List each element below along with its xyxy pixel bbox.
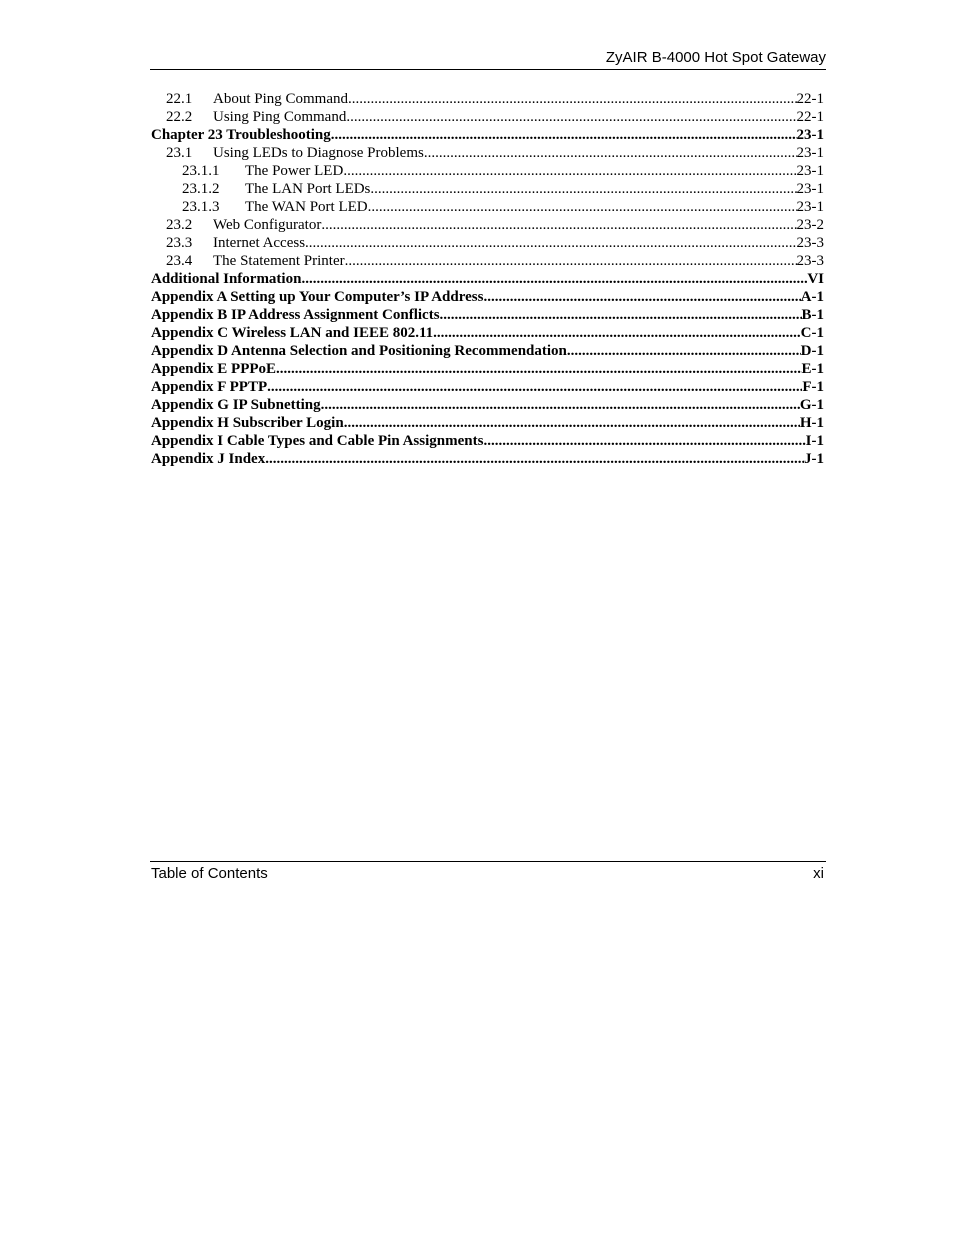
toc-dot-leader <box>276 361 801 378</box>
toc-dot-leader <box>440 307 802 324</box>
toc-entry-title: Appendix G IP Subnetting <box>151 397 321 413</box>
toc-entry-title: Appendix H Subscriber Login <box>151 415 344 431</box>
toc-dot-leader <box>305 235 796 252</box>
toc-entry-title: Chapter 23 Troubleshooting <box>151 127 331 143</box>
toc-entry-number: 23.1.1 <box>182 163 220 179</box>
toc-entry[interactable] <box>151 432 824 450</box>
toc-entry-page: 23-2 <box>796 217 824 233</box>
toc-entry-title: About Ping Command <box>213 91 349 107</box>
toc-dot-leader <box>267 379 802 396</box>
page-footer <box>150 861 826 884</box>
toc-dot-leader <box>301 271 807 288</box>
toc-dot-leader <box>321 217 796 234</box>
toc-entry-page: 23-1 <box>796 163 824 179</box>
toc-entry-page: B-1 <box>801 307 824 323</box>
toc-entry[interactable] <box>151 450 824 468</box>
toc-entry[interactable] <box>151 198 824 216</box>
toc-dot-leader <box>370 181 796 198</box>
toc-dot-leader <box>265 451 804 468</box>
toc-entry-page: A-1 <box>800 289 824 305</box>
toc-entry[interactable] <box>151 180 824 198</box>
toc-entry-number: 22.2 <box>166 109 193 125</box>
toc-dot-leader <box>346 109 796 126</box>
toc-dot-leader <box>483 433 805 450</box>
toc-entry-title: The LAN Port LEDs <box>245 181 371 197</box>
toc-entry[interactable] <box>151 396 824 414</box>
toc-dot-leader <box>321 397 800 414</box>
toc-dot-leader <box>348 91 796 108</box>
toc-entry-title: The Power LED <box>245 163 344 179</box>
toc-entry[interactable] <box>151 270 824 288</box>
toc-entry-title: Using LEDs to Diagnose Problems <box>213 145 424 161</box>
toc-entry[interactable] <box>151 378 824 396</box>
toc-entry[interactable] <box>151 90 824 108</box>
toc-entry[interactable] <box>151 414 824 432</box>
toc-dot-leader <box>424 145 797 162</box>
toc-dot-leader <box>368 199 797 216</box>
toc-entry-title: Web Configurator <box>213 217 322 233</box>
toc-entry-page: 23-3 <box>796 235 824 251</box>
toc-entry-page: I-1 <box>805 433 824 449</box>
toc-entry-page: D-1 <box>800 343 824 359</box>
toc-entry-title: Appendix I Cable Types and Cable Pin Assignments <box>151 433 484 449</box>
toc-entry-title: Appendix A Setting up Your Computer’s IP Address <box>151 289 484 305</box>
toc-dot-leader <box>344 415 800 432</box>
toc-entry-page: C-1 <box>800 325 824 341</box>
toc-dot-leader <box>483 289 800 306</box>
toc-entry-page: 22-1 <box>796 109 824 125</box>
toc-entry-page: 23-1 <box>796 145 824 161</box>
page-header <box>150 48 826 70</box>
toc-entry-title: The Statement Printer <box>213 253 345 269</box>
toc-entry[interactable] <box>151 162 824 180</box>
document-title: ZyAIR B-4000 Hot Spot Gateway <box>605 49 826 66</box>
toc-entry[interactable] <box>151 324 824 342</box>
toc-entry-title: Additional Information <box>151 271 302 287</box>
toc-entry-number: 23.4 <box>166 253 193 269</box>
toc-entry-number: 22.1 <box>166 91 193 107</box>
toc-entry[interactable] <box>151 126 824 144</box>
toc-entry-title: Internet Access <box>213 235 306 251</box>
toc-entry[interactable] <box>151 234 824 252</box>
toc-dot-leader <box>567 343 801 360</box>
toc-entry-number: 23.1.2 <box>182 181 220 197</box>
toc-entry-number: 23.1.3 <box>182 199 220 215</box>
toc-entry-page: 23-1 <box>796 127 824 143</box>
toc-entry-title: Appendix E PPPoE <box>151 361 277 377</box>
toc-entry[interactable] <box>151 360 824 378</box>
footer-section-title: Table of Contents <box>151 865 268 882</box>
toc-entry-title: Appendix J Index <box>151 451 266 467</box>
toc-dot-leader <box>345 253 797 270</box>
toc-entry-page: 23-1 <box>796 181 824 197</box>
toc-entry-page: G-1 <box>799 397 824 413</box>
toc-entry[interactable] <box>151 252 824 270</box>
toc-entry-page: F-1 <box>802 379 824 395</box>
toc-entry[interactable] <box>151 288 824 306</box>
toc-entry-title: The WAN Port LED <box>245 199 368 215</box>
toc-entry-page: J-1 <box>804 451 824 467</box>
toc-entry-page: 23-1 <box>796 199 824 215</box>
toc-entry-title: Appendix F PPTP <box>151 379 268 395</box>
toc-entry[interactable] <box>151 306 824 324</box>
footer-page-number: xi <box>813 865 824 882</box>
toc-entry-number: 23.2 <box>166 217 193 233</box>
toc-dot-leader <box>433 325 801 342</box>
toc-entry-page: H-1 <box>799 415 824 431</box>
toc-entry[interactable] <box>151 144 824 162</box>
toc-entry-page: 22-1 <box>796 91 824 107</box>
toc-entry-page: VI <box>807 271 824 287</box>
toc-entry-title: Appendix C Wireless LAN and IEEE 802.11 <box>151 325 434 341</box>
toc-dot-leader <box>331 127 797 144</box>
toc-entry-page: 23-3 <box>796 253 824 269</box>
toc-entry-title: Appendix B IP Address Assignment Conflicts <box>151 307 440 323</box>
toc-entry-title: Using Ping Command <box>213 109 347 125</box>
toc-entry[interactable] <box>151 342 824 360</box>
toc-entry[interactable] <box>151 108 824 126</box>
toc-entry-number: 23.3 <box>166 235 193 251</box>
toc-entry[interactable] <box>151 216 824 234</box>
toc-entry-title: Appendix D Antenna Selection and Positioning Recommendation <box>151 343 567 359</box>
toc-dot-leader <box>343 163 796 180</box>
toc-entry-number: 23.1 <box>166 145 193 161</box>
table-of-contents <box>151 90 824 468</box>
toc-entry-page: E-1 <box>801 361 824 377</box>
